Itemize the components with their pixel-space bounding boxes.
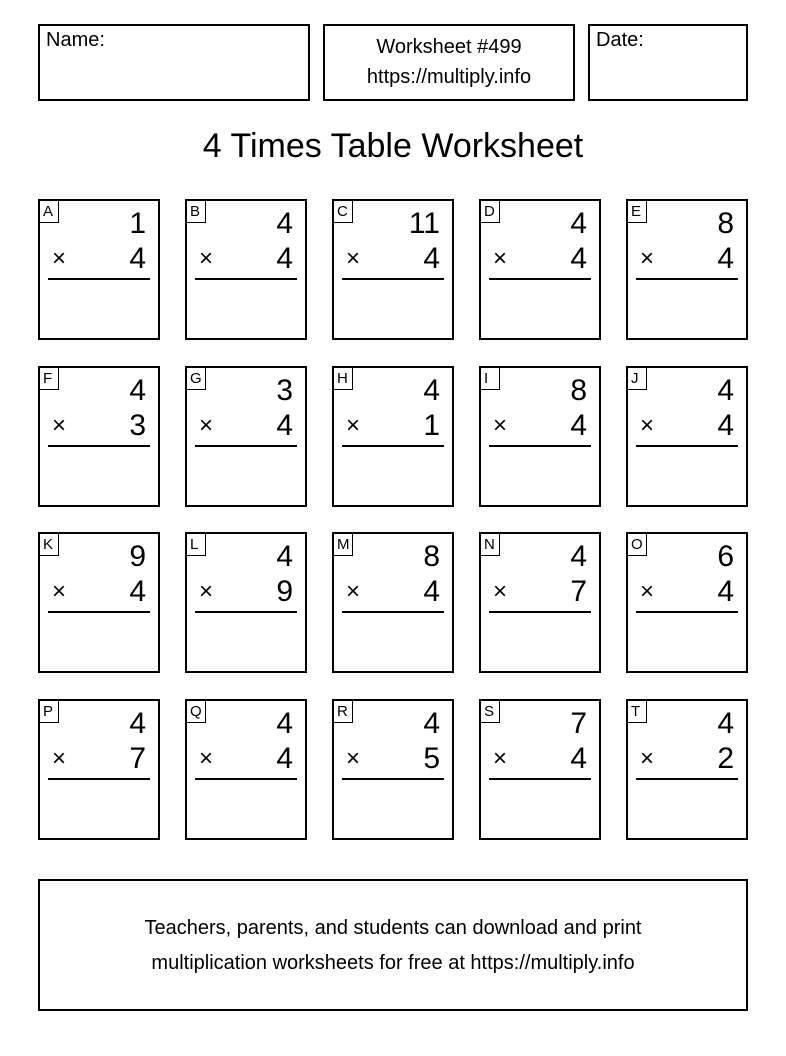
problem-letter: I bbox=[481, 368, 500, 390]
multiplier: 4 bbox=[570, 742, 587, 775]
multiply-sign-icon: × bbox=[493, 412, 508, 439]
multiplier: 4 bbox=[570, 409, 587, 442]
multiplier: 2 bbox=[717, 742, 734, 775]
problem-card[interactable] bbox=[185, 699, 307, 840]
problem-card[interactable] bbox=[626, 199, 748, 340]
problem-letter: G bbox=[187, 368, 206, 390]
problem-card[interactable] bbox=[38, 699, 160, 840]
name-field-box[interactable] bbox=[38, 24, 310, 101]
multiplier: 4 bbox=[276, 409, 293, 442]
answer-line bbox=[342, 278, 444, 280]
problem-letter: B bbox=[187, 201, 206, 223]
multiplicand: 9 bbox=[129, 540, 146, 573]
multiply-sign-icon: × bbox=[199, 245, 214, 272]
multiplier: 3 bbox=[129, 409, 146, 442]
multiply-sign-icon: × bbox=[640, 578, 655, 605]
problem-letter: J bbox=[628, 368, 647, 390]
worksheet-url: https://multiply.info bbox=[366, 66, 532, 88]
multiplicand: 8 bbox=[423, 540, 440, 573]
footer-line-2: multiplication worksheets for free at https://multiply.info bbox=[151, 952, 635, 974]
multiplicand: 4 bbox=[570, 207, 587, 240]
answer-line bbox=[342, 611, 444, 613]
problem-card[interactable] bbox=[185, 366, 307, 507]
multiplicand: 4 bbox=[717, 374, 734, 407]
multiplicand: 4 bbox=[570, 540, 587, 573]
answer-line bbox=[636, 278, 738, 280]
multiplicand: 7 bbox=[570, 707, 587, 740]
problem-letter: F bbox=[40, 368, 59, 390]
multiplicand: 4 bbox=[717, 707, 734, 740]
problem-letter: P bbox=[40, 701, 59, 723]
answer-line bbox=[195, 445, 297, 447]
problem-letter: R bbox=[334, 701, 353, 723]
problem-card[interactable] bbox=[38, 532, 160, 673]
problem-card[interactable] bbox=[479, 199, 601, 340]
multiply-sign-icon: × bbox=[52, 245, 67, 272]
answer-line bbox=[48, 611, 150, 613]
multiply-sign-icon: × bbox=[640, 745, 655, 772]
problem-card[interactable] bbox=[38, 366, 160, 507]
problem-card[interactable] bbox=[185, 532, 307, 673]
answer-line bbox=[636, 778, 738, 780]
multiply-sign-icon: × bbox=[52, 745, 67, 772]
answer-line bbox=[636, 611, 738, 613]
multiplicand: 4 bbox=[129, 707, 146, 740]
multiply-sign-icon: × bbox=[493, 245, 508, 272]
multiplier: 7 bbox=[570, 575, 587, 608]
multiplier: 4 bbox=[717, 242, 734, 275]
date-field-box[interactable] bbox=[588, 24, 748, 101]
multiplier: 4 bbox=[717, 409, 734, 442]
worksheet-info-box bbox=[323, 24, 575, 101]
problem-letter: E bbox=[628, 201, 647, 223]
problem-card[interactable] bbox=[626, 366, 748, 507]
problem-letter: K bbox=[40, 534, 59, 556]
problem-card[interactable] bbox=[626, 699, 748, 840]
problem-card[interactable] bbox=[479, 366, 601, 507]
answer-line bbox=[195, 278, 297, 280]
problem-letter: H bbox=[334, 368, 353, 390]
problem-card[interactable] bbox=[332, 532, 454, 673]
answer-line bbox=[636, 445, 738, 447]
answer-line bbox=[489, 778, 591, 780]
multiplicand: 8 bbox=[717, 207, 734, 240]
multiplicand: 8 bbox=[570, 374, 587, 407]
multiplier: 4 bbox=[423, 575, 440, 608]
multiplicand: 3 bbox=[276, 374, 293, 407]
page-title: 4 Times Table Worksheet bbox=[202, 127, 584, 165]
problem-card[interactable] bbox=[479, 532, 601, 673]
multiplicand: 4 bbox=[276, 207, 293, 240]
multiplicand: 6 bbox=[717, 540, 734, 573]
problem-card[interactable] bbox=[479, 699, 601, 840]
worksheet-number: Worksheet #499 bbox=[376, 36, 522, 58]
multiply-sign-icon: × bbox=[199, 578, 214, 605]
multiply-sign-icon: × bbox=[346, 245, 361, 272]
multiplicand: 4 bbox=[423, 707, 440, 740]
problem-card[interactable] bbox=[185, 199, 307, 340]
multiply-sign-icon: × bbox=[52, 412, 67, 439]
problem-letter: O bbox=[628, 534, 647, 556]
multiply-sign-icon: × bbox=[199, 745, 214, 772]
multiplicand: 4 bbox=[276, 540, 293, 573]
multiplier: 4 bbox=[129, 242, 146, 275]
multiplier: 7 bbox=[129, 742, 146, 775]
answer-line bbox=[48, 778, 150, 780]
multiply-sign-icon: × bbox=[493, 745, 508, 772]
answer-line bbox=[195, 611, 297, 613]
multiply-sign-icon: × bbox=[52, 578, 67, 605]
problem-letter: D bbox=[481, 201, 500, 223]
problem-letter: Q bbox=[187, 701, 206, 723]
problem-letter: C bbox=[334, 201, 353, 223]
answer-line bbox=[342, 778, 444, 780]
multiplicand: 11 bbox=[408, 207, 440, 240]
problem-card[interactable] bbox=[38, 199, 160, 340]
multiply-sign-icon: × bbox=[199, 412, 214, 439]
multiply-sign-icon: × bbox=[346, 412, 361, 439]
footer-line-1: Teachers, parents, and students can download and print bbox=[144, 917, 642, 939]
multiplicand: 4 bbox=[423, 374, 440, 407]
name-label: Name: bbox=[46, 29, 105, 51]
answer-line bbox=[489, 445, 591, 447]
answer-line bbox=[489, 278, 591, 280]
multiplier: 5 bbox=[423, 742, 440, 775]
problem-letter: M bbox=[334, 534, 353, 556]
multiplicand: 4 bbox=[129, 374, 146, 407]
problem-card[interactable] bbox=[332, 366, 454, 507]
problem-letter: A bbox=[40, 201, 59, 223]
multiplier: 4 bbox=[717, 575, 734, 608]
multiply-sign-icon: × bbox=[346, 745, 361, 772]
problem-card[interactable] bbox=[626, 532, 748, 673]
footer-box bbox=[38, 879, 748, 1011]
answer-line bbox=[342, 445, 444, 447]
date-label: Date: bbox=[596, 29, 644, 51]
multiply-sign-icon: × bbox=[640, 245, 655, 272]
answer-line bbox=[48, 278, 150, 280]
problem-letter: N bbox=[481, 534, 500, 556]
multiply-sign-icon: × bbox=[640, 412, 655, 439]
multiplier: 4 bbox=[423, 242, 440, 275]
multiplicand: 4 bbox=[276, 707, 293, 740]
problem-letter: S bbox=[481, 701, 500, 723]
multiplier: 1 bbox=[423, 409, 440, 442]
problem-letter: T bbox=[628, 701, 647, 723]
problem-card[interactable] bbox=[332, 699, 454, 840]
multiplier: 4 bbox=[570, 242, 587, 275]
multiplier: 4 bbox=[276, 242, 293, 275]
multiply-sign-icon: × bbox=[346, 578, 361, 605]
answer-line bbox=[489, 611, 591, 613]
answer-line bbox=[195, 778, 297, 780]
multiplier: 4 bbox=[276, 742, 293, 775]
multiplier: 4 bbox=[129, 575, 146, 608]
answer-line bbox=[48, 445, 150, 447]
multiplicand: 1 bbox=[129, 207, 146, 240]
problem-card[interactable] bbox=[332, 199, 454, 340]
multiplier: 9 bbox=[276, 575, 293, 608]
problem-letter: L bbox=[187, 534, 206, 556]
multiply-sign-icon: × bbox=[493, 578, 508, 605]
